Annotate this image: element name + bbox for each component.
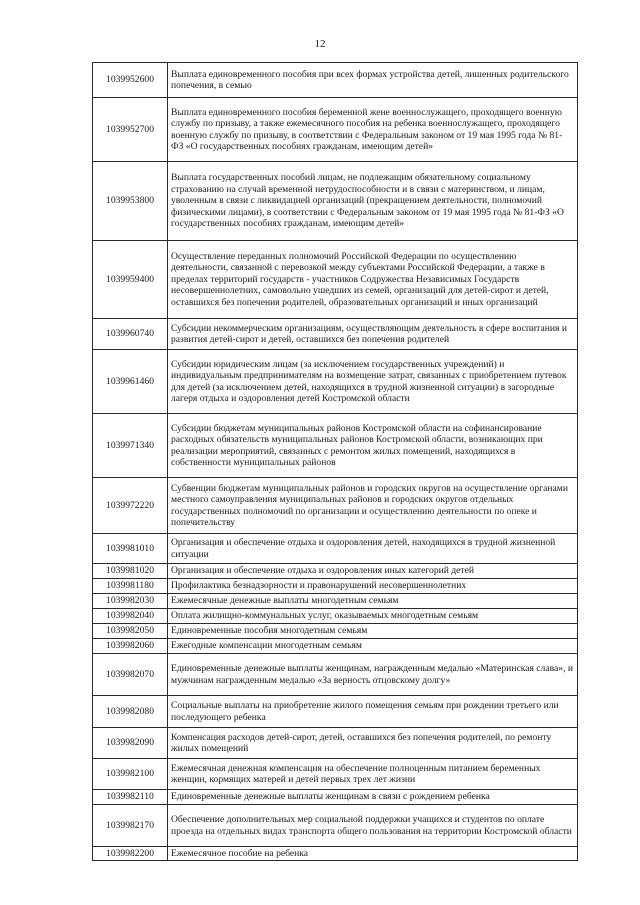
code-cell: 1039982080 (93, 696, 168, 728)
description-cell: Единовременные денежные выплаты женщинам, награжденным медалью «Материнская слава», и мужчинам награжденным медалью «За верность отцовскому долгу» (168, 654, 578, 696)
description-cell: Компенсация расходов детей-сирот, детей, оставшихся без попечения родителей, по ремонту жилых помещений (168, 728, 578, 759)
table-row (93, 534, 578, 564)
code-cell: 1039982090 (93, 728, 168, 759)
code-cell: 1039971340 (93, 414, 168, 478)
description-cell: Единовременные пособия многодетным семьям (168, 624, 578, 639)
code-cell: 1039981020 (93, 564, 168, 579)
description-cell: Субсидии бюджетам муниципальных районов Костромской области на софинансирование расходных обязательств муниципальных районов Костромской области, возникающих при реализации мероприятий, связанных с ремонтом жилых помещений, находящихся в собственности муниципальных районов (168, 414, 578, 478)
classification-table (92, 62, 578, 861)
table-row (93, 478, 578, 534)
table-row (93, 162, 578, 241)
table-row (93, 579, 578, 594)
code-cell: 1039960740 (93, 319, 168, 350)
code-cell: 1039981180 (93, 579, 168, 594)
table-row (93, 759, 578, 790)
table-row (93, 624, 578, 639)
description-cell: Субвенции бюджетам муниципальных районов и городских округов на осуществление органами местного самоуправления муниципальных районов и городских округов отдельных государственных полномочий по организации и осуществлению деятельности по опеке и попечительству (168, 478, 578, 534)
table-row (93, 805, 578, 847)
description-cell: Выплата государственных пособий лицам, не подлежащим обязательному социальному страхованию на случай временной нетрудоспособности и в связи с материнством, и лицам, уволенным в связи с ликвидацией организаций (прекращением деятельности, полномочий физическими лицами), в соответствии с Федеральным законом от 19 мая 1995 года № 81-ФЗ «О государственных пособиях гражданам, имеющим детей» (168, 162, 578, 241)
description-cell: Организация и обеспечение отдыха и оздоровления детей, находящихся в трудной жизненной ситуации (168, 534, 578, 564)
code-cell: 1039952600 (93, 63, 168, 98)
description-cell: Организация и обеспечение отдыха и оздоровления иных категорий детей (168, 564, 578, 579)
code-cell: 1039953800 (93, 162, 168, 241)
table-row (93, 790, 578, 805)
code-cell: 1039961460 (93, 350, 168, 414)
code-cell: 1039982070 (93, 654, 168, 696)
code-cell: 1039972220 (93, 478, 168, 534)
table-row (93, 696, 578, 728)
code-cell: 1039982060 (93, 639, 168, 654)
description-cell: Осуществление переданных полномочий Российской Федерации по осуществлению деятельности, связанной с перевозкой между субъектами Российской Федерации, а также в пределах территорий государств - участников Содружества Независимых Государств несовершеннолетних, самовольно ушедших из семей, организаций для детей-сирот и детей, оставшихся без попечения родителей, образовательных организаций и иных организаций (168, 241, 578, 319)
table-row (93, 564, 578, 579)
code-cell: 1039959400 (93, 241, 168, 319)
description-cell: Ежегодные компенсации многодетным семьям (168, 639, 578, 654)
table-row (93, 594, 578, 609)
description-cell: Оплата жилищно-коммунальных услуг, оказываемых многодетным семьям (168, 609, 578, 624)
description-cell: Выплата единовременного пособия при всех формах устройства детей, лишенных родительского попечения, в семью (168, 63, 578, 98)
code-cell: 1039982030 (93, 594, 168, 609)
description-cell: Субсидии некоммерческим организациям, осуществляющим деятельность в сфере воспитания и развития детей-сирот и детей, оставшихся без попечения родителей (168, 319, 578, 350)
code-cell: 1039952700 (93, 98, 168, 162)
description-cell: Профилактика безнадзорности и правонарушений несовершеннолетних (168, 579, 578, 594)
code-cell: 1039982100 (93, 759, 168, 790)
table-row (93, 319, 578, 350)
code-cell: 1039982200 (93, 847, 168, 861)
description-cell: Обеспечение дополнительных мер социальной поддержки учащихся и студентов по оплате проезда на отдельных видах транспорта общего пользования на территории Костромской области (168, 805, 578, 847)
table-row (93, 350, 578, 414)
code-cell: 1039982040 (93, 609, 168, 624)
code-cell: 1039982170 (93, 805, 168, 847)
table-row (93, 63, 578, 98)
page-number: 12 (314, 38, 326, 50)
description-cell: Выплата единовременного пособия беременной жене военнослужащего, проходящего военную службу по призыву, а также ежемесячного пособия на ребенка военнослужащего, проходящего военную службу по призыву, в соответствии с Федеральным законом от 19 мая 1995 года № 81-ФЗ «О государственных пособиях гражданам, имеющим детей» (168, 98, 578, 162)
description-cell: Субсидии юридическим лицам (за исключением государственных учреждений) и индивидуальным предпринимателям на возмещение затрат, связанных с приобретением путевок для детей (за исключением детей, находящихся в трудной жизненной ситуации) в загородные лагеря отдыха и оздоровления детей Костромской области (168, 350, 578, 414)
table-row (93, 609, 578, 624)
table-row (93, 241, 578, 319)
table-row (93, 98, 578, 162)
description-cell: Ежемесячная денежная компенсация на обеспечение полноценным питанием беременных женщин, кормящих матерей и детей первых трех лет жизни (168, 759, 578, 790)
code-cell: 1039982050 (93, 624, 168, 639)
table-row (93, 728, 578, 759)
table-row (93, 654, 578, 696)
description-cell: Единовременные денежные выплаты женщинам в связи с рождением ребенка (168, 790, 578, 805)
description-cell: Ежемесячное пособие на ребенка (168, 847, 578, 861)
code-cell: 1039982110 (93, 790, 168, 805)
description-cell: Ежемесячные денежные выплаты многодетным семьям (168, 594, 578, 609)
table-row (93, 639, 578, 654)
table-row (93, 847, 578, 861)
table-row (93, 414, 578, 478)
code-cell: 1039981010 (93, 534, 168, 564)
description-cell: Социальные выплаты на приобретение жилого помещения семьям при рождении третьего или последующего ребенка (168, 696, 578, 728)
